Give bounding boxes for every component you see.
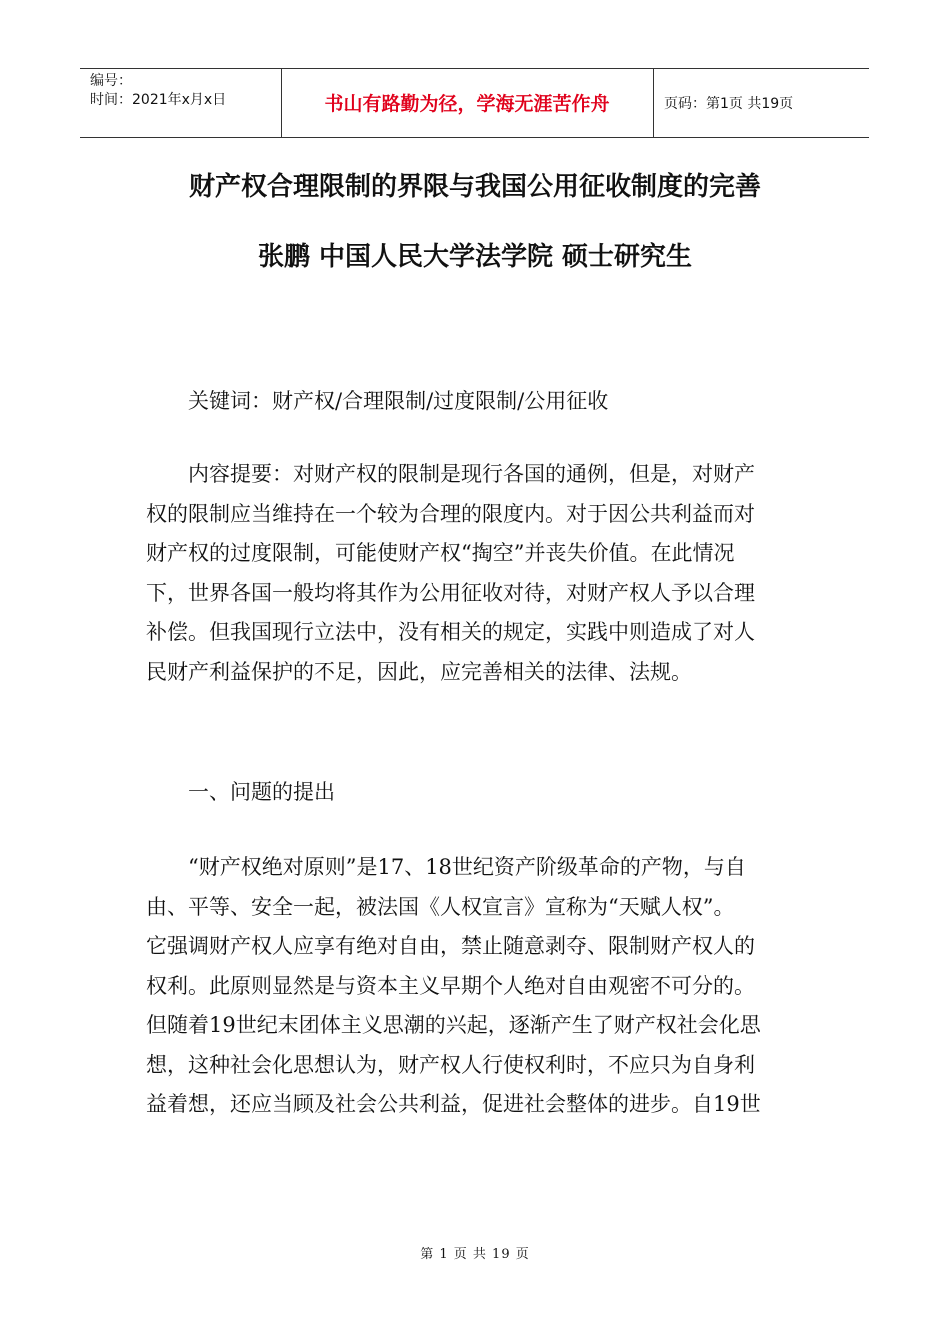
date-label: 时间：2021年x月x日 bbox=[90, 92, 227, 108]
page-info: 页码：第1页 共19页 bbox=[664, 96, 794, 112]
document-header bbox=[80, 68, 869, 138]
abstract-line: 权的限制应当维持在一个较为合理的限度内。对于因公共利益而对 bbox=[146, 501, 755, 526]
motto-text: 书山有路勤为径，学海无涯苦作舟 bbox=[324, 93, 610, 115]
abstract-line: 民财产利益保护的不足，因此，应完善相关的法律、法规。 bbox=[146, 659, 692, 684]
section-heading-text: 一、问题的提出 bbox=[188, 780, 335, 804]
author-line: 张鹏 中国人民大学法学院 硕士研究生 bbox=[257, 242, 693, 272]
abstract-line: 财产权的过度限制，可能使财产权“掏空”并丧失价值。在此情况 bbox=[146, 541, 735, 565]
body-line: 由、平等、安全一起，被法国《人权宣言》宣称为“天赋人权”。 bbox=[146, 894, 735, 919]
document-title: 财产权合理限制的界限与我国公用征收制度的完善 bbox=[188, 172, 761, 202]
abstract-line: 下，世界各国一般均将其作为公用征收对待，对财产权人予以合理 bbox=[146, 580, 755, 605]
abstract-line: 补偿。但我国现行立法中，没有相关的规定，实践中则造成了对人 bbox=[146, 620, 755, 644]
body-line: 它强调财产权人应享有绝对自由，禁止随意剥夺、限制财产权人的 bbox=[146, 934, 755, 958]
header-right-cell bbox=[654, 69, 869, 137]
body-line: 权利。此原则显然是与资本主义早期个人绝对自由观密不可分的。 bbox=[146, 973, 755, 998]
body-paragraph bbox=[146, 848, 806, 1125]
header-left-cell bbox=[80, 69, 282, 137]
section-heading bbox=[146, 773, 848, 813]
abstract-paragraph bbox=[146, 455, 806, 692]
body-line: 想，这种社会化思想认为，财产权人行使权利时，不应只为自身利 bbox=[146, 1052, 755, 1077]
body-line: “财产权绝对原则”是17、18世纪资产阶级革命的产物，与自 bbox=[188, 855, 746, 879]
serial-number-label: 编号： bbox=[90, 73, 132, 89]
page-footer: 第 1 页 共 19 页 bbox=[420, 1247, 530, 1262]
body-line: 益着想，还应当顾及社会公共利益，促进社会整体的进步。自19世 bbox=[146, 1092, 761, 1116]
keywords bbox=[146, 382, 848, 422]
header-middle-cell bbox=[281, 69, 654, 137]
keywords-text: 关键词：财产权/合理限制/过度限制/公用征收 bbox=[188, 389, 609, 413]
body-line: 但随着19世纪末团体主义思潮的兴起，逐渐产生了财产权社会化思 bbox=[146, 1013, 761, 1037]
abstract-line: 内容提要：对财产权的限制是现行各国的通例，但是，对财产 bbox=[188, 462, 755, 486]
